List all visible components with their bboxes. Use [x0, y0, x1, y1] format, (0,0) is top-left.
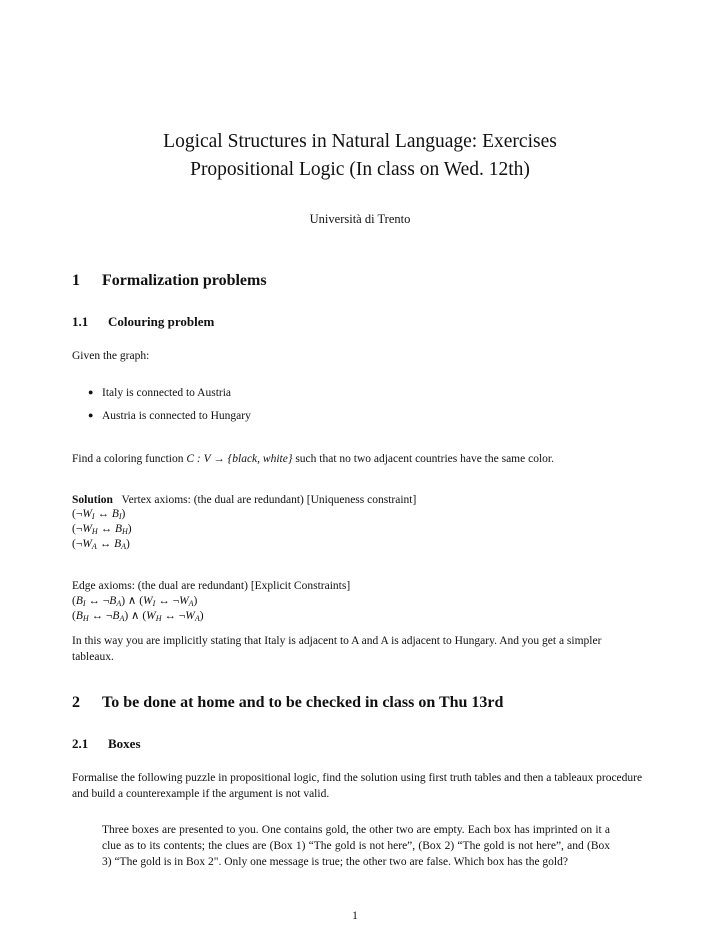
subsection-title: Colouring problem	[108, 314, 215, 329]
vertex-axiom: ($\neg W_A$ ↔ $B_A$)	[72, 538, 130, 551]
paper-title	[0, 128, 720, 184]
bullet-item	[88, 410, 251, 422]
task-statement	[72, 451, 672, 467]
bullet-icon: ●	[88, 410, 94, 420]
section-2-heading	[72, 694, 503, 712]
subsection-2-1-heading	[72, 736, 141, 752]
conclusion-paragraph: In this way you are implicitly stating that Italy is adjacent to A and A is adjacent to Hungary. And you get a simpler tableaux.	[72, 635, 602, 663]
section-number: 2	[72, 694, 80, 711]
section-title: Formalization problems	[102, 272, 267, 289]
vertex-axiom: ($\neg W_I$ ↔ $B_I$)	[72, 508, 126, 521]
subsection-1-1-heading	[72, 314, 214, 330]
subsection-number: 2.1	[72, 736, 89, 751]
solution-line	[72, 492, 652, 508]
vertex-axiom: ($\neg W_H$ ↔ $B_H$)	[72, 523, 132, 536]
task-prefix: Find a coloring function	[72, 453, 187, 465]
edge-axiom: ($B_H$ ↔ $\neg B_A$) ∧ ($W_H$ ↔ $\neg W_A$)	[72, 610, 204, 623]
title-line-1: Logical Structures in Natural Language: Exercises	[163, 131, 557, 152]
task-suffix: such that no two adjacent countries have the same color.	[292, 453, 554, 465]
edge-heading: Edge axioms: (the dual are redundant) [Explicit Constraints]	[72, 580, 351, 592]
bullet-text: Austria is connected to Hungary	[102, 410, 251, 422]
subsection-number: 1.1	[72, 314, 89, 329]
section-number: 1	[72, 272, 80, 289]
solution-label: Solution	[72, 494, 113, 506]
puzzle-quote: Three boxes are presented to you. One contains gold, the other two are empty. Each box has imprinted on it a clue as to its contents; the clues are (Box 1) “The gold is not here”, (Box 2) “The gold is not here”, and (Box 3) “The gold is in Box 2". Only one message is true; the other two are false. Which box has the gold?	[102, 824, 610, 868]
affiliation: Università di Trento	[309, 212, 411, 226]
solution-text: Vertex axioms: (the dual are redundant) [Uniqueness constraint]	[121, 494, 417, 506]
page-number: 1	[352, 910, 358, 922]
graph-intro: Given the graph:	[72, 350, 150, 362]
edge-axiom: ($B_I$ ↔ $\neg B_A$) ∧ ($W_I$ ↔ $\neg W_A$)	[72, 595, 198, 608]
task-formula: C : V → {black, white}	[186, 453, 293, 465]
section-1-heading	[72, 272, 267, 290]
title-line-2: Propositional Logic (In class on Wed. 12th)	[190, 159, 530, 180]
boxes-intro: Formalise the following puzzle in propositional logic, find the solution using first truth tables and then a tableaux procedure and build a counterexample if the argument is not valid.	[72, 772, 643, 800]
bullet-text: Italy is connected to Austria	[102, 387, 232, 399]
bullet-item	[88, 387, 231, 399]
section-title: To be done at home and to be checked in class on Thu 13rd	[102, 694, 504, 711]
bullet-icon: ●	[88, 387, 94, 397]
subsection-title: Boxes	[108, 736, 141, 751]
